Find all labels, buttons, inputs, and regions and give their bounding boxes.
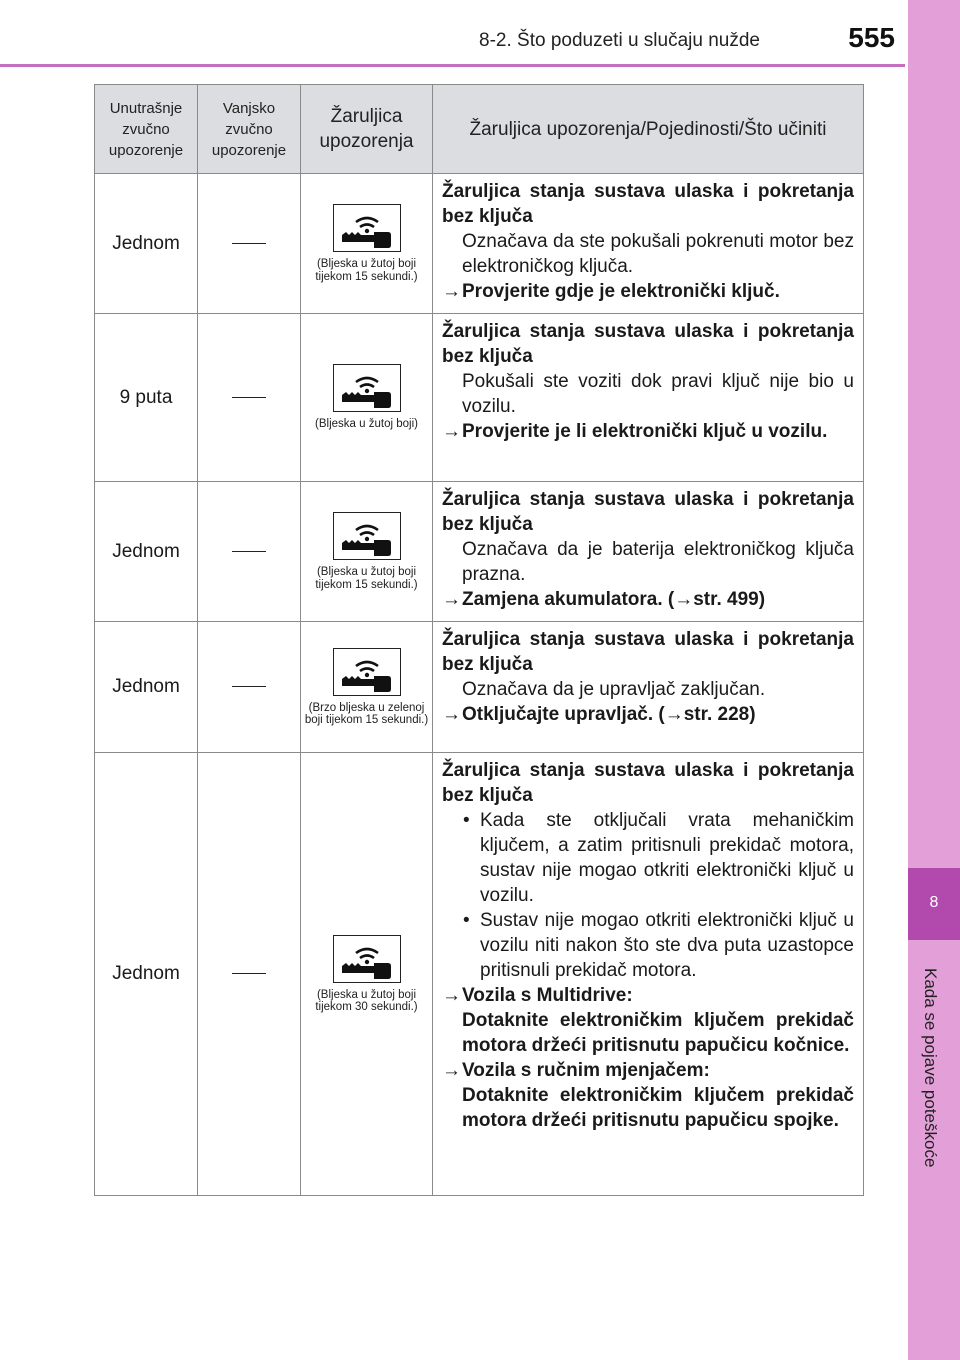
light-caption: (Bljeska u žutoj boji tijekom 15 sekundi.) (315, 258, 418, 283)
details-cell (433, 753, 864, 1196)
col-details: Žaruljica upozorenja/Pojedinosti/Što učiniti (433, 85, 864, 174)
dash-none (232, 397, 266, 398)
detail-title: Žaruljica stanja sustava ulaska i pokretanja bez ključa (442, 181, 854, 227)
table-header-row (95, 85, 864, 174)
table-row (95, 174, 864, 314)
detail-text: Označava da je baterija elektroničkog ključa prazna. (462, 539, 854, 585)
warning-light-cell (301, 174, 433, 314)
external-buzzer-cell (198, 314, 301, 482)
chapter-label: Kada se pojave poteškoće (921, 968, 940, 1168)
dash-none (232, 686, 266, 687)
action-text: Provjerite gdje je elektronički ključ. (462, 281, 780, 302)
col-external-buzzer: Vanjsko zvučno upozorenje (198, 85, 301, 174)
warning-light-cell (301, 753, 433, 1196)
details-cell (433, 174, 864, 314)
dash-none (232, 243, 266, 244)
right-arrow-icon: → (442, 1060, 461, 1081)
page-number: 555 (848, 22, 895, 53)
action-line (442, 419, 854, 444)
section-title: 8-2. Što poduzeti u slučaju nužde (479, 30, 760, 51)
light-caption: (Bljeska u žutoj boji tijekom 30 sekundi.) (315, 988, 418, 1013)
bullet-text: Kada ste otključali vrata mehaničkim ključem, a zatim pritisnuli prekidač motora, sustav nije mogao otkriti elektronički ključ u vozilu. (480, 810, 854, 906)
warning-light-cell (301, 622, 433, 753)
dash-none (232, 551, 266, 552)
table-row (95, 482, 864, 622)
warning-light-cell (301, 314, 433, 482)
side-tab (908, 0, 960, 1360)
col-warning-light: Žaruljica upozorenja (301, 85, 433, 174)
detail-title: Žaruljica stanja sustava ulaska i pokretanja bez ključa (442, 760, 854, 806)
table-row (95, 622, 864, 753)
right-arrow-icon: → (442, 985, 461, 1006)
header-rule (0, 64, 905, 67)
keyless-key-warning-icon (333, 204, 401, 252)
bullet-dot: • (463, 810, 470, 831)
detail-text: Pokušali ste voziti dok pravi ključ nije bio u vozilu. (462, 371, 854, 417)
detail-text: Označava da ste pokušali pokrenuti motor bez elektroničkog ključa. (462, 231, 854, 277)
details-cell (433, 482, 864, 622)
warning-light-cell (301, 482, 433, 622)
internal-buzzer-cell: 9 puta (95, 314, 198, 482)
bullet-text: Sustav nije mogao otkriti elektronički ključ u vozilu niti nakon što ste dva puta uzastopce pritisnuli prekidač motora. (480, 910, 854, 981)
action-subtitle: Vozila s Multidrive: (462, 985, 633, 1006)
external-buzzer-cell (198, 174, 301, 314)
table-row (95, 314, 864, 482)
keyless-key-warning-icon (333, 364, 401, 412)
action-text: Zamjena akumulatora. (→str. 499) (462, 589, 766, 610)
light-caption: (Brzo bljeska u zelenoj boji tijekom 15 sekundi.) (304, 701, 429, 726)
detail-title: Žaruljica stanja sustava ulaska i pokretanja bez ključa (442, 629, 854, 675)
action-text: Dotaknite elektroničkim ključem prekidač motora držeći pritisnutu papučicu spojke. (462, 1085, 854, 1131)
action-text: Provjerite je li elektronički ključ u vozilu. (462, 421, 828, 442)
internal-buzzer-cell: Jednom (95, 753, 198, 1196)
chapter-number: 8 (929, 894, 939, 911)
action-line (442, 983, 854, 1008)
right-arrow-icon: → (442, 421, 461, 442)
table-row (95, 753, 864, 1196)
warning-table (94, 84, 864, 1196)
action-line (442, 587, 854, 612)
right-arrow-icon: → (442, 704, 461, 725)
action-line (442, 279, 854, 304)
action-line (442, 1058, 854, 1083)
bullet-dot: • (463, 910, 470, 931)
detail-bullet (442, 808, 854, 908)
external-buzzer-cell (198, 482, 301, 622)
light-caption: (Bljeska u žutoj boji tijekom 15 sekundi.) (315, 566, 418, 591)
light-caption: (Bljeska u žutoj boji) (315, 418, 418, 431)
detail-text: Označava da je upravljač zaključan. (462, 679, 766, 700)
details-cell (433, 314, 864, 482)
detail-title: Žaruljica stanja sustava ulaska i pokretanja bez ključa (442, 489, 854, 535)
details-cell (433, 622, 864, 753)
page-header (0, 0, 905, 64)
keyless-key-warning-icon (333, 512, 401, 560)
detail-title: Žaruljica stanja sustava ulaska i pokretanja bez ključa (442, 321, 854, 367)
internal-buzzer-cell: Jednom (95, 174, 198, 314)
internal-buzzer-cell: Jednom (95, 482, 198, 622)
right-arrow-icon: → (442, 281, 461, 302)
dash-none (232, 973, 266, 974)
col-internal-buzzer: Unutrašnje zvučno upozorenje (95, 85, 198, 174)
internal-buzzer-cell: Jednom (95, 622, 198, 753)
action-text: Dotaknite elektroničkim ključem prekidač motora držeći pritisnutu papučicu kočnice. (462, 1010, 854, 1056)
action-line (442, 702, 854, 727)
keyless-key-warning-icon (333, 935, 401, 983)
detail-bullet (442, 908, 854, 983)
action-subtitle: Vozila s ručnim mjenjačem: (462, 1060, 710, 1081)
action-text: Otključajte upravljač. (→str. 228) (462, 704, 756, 725)
external-buzzer-cell (198, 753, 301, 1196)
keyless-key-warning-icon (333, 648, 401, 696)
external-buzzer-cell (198, 622, 301, 753)
right-arrow-icon: → (442, 589, 461, 610)
